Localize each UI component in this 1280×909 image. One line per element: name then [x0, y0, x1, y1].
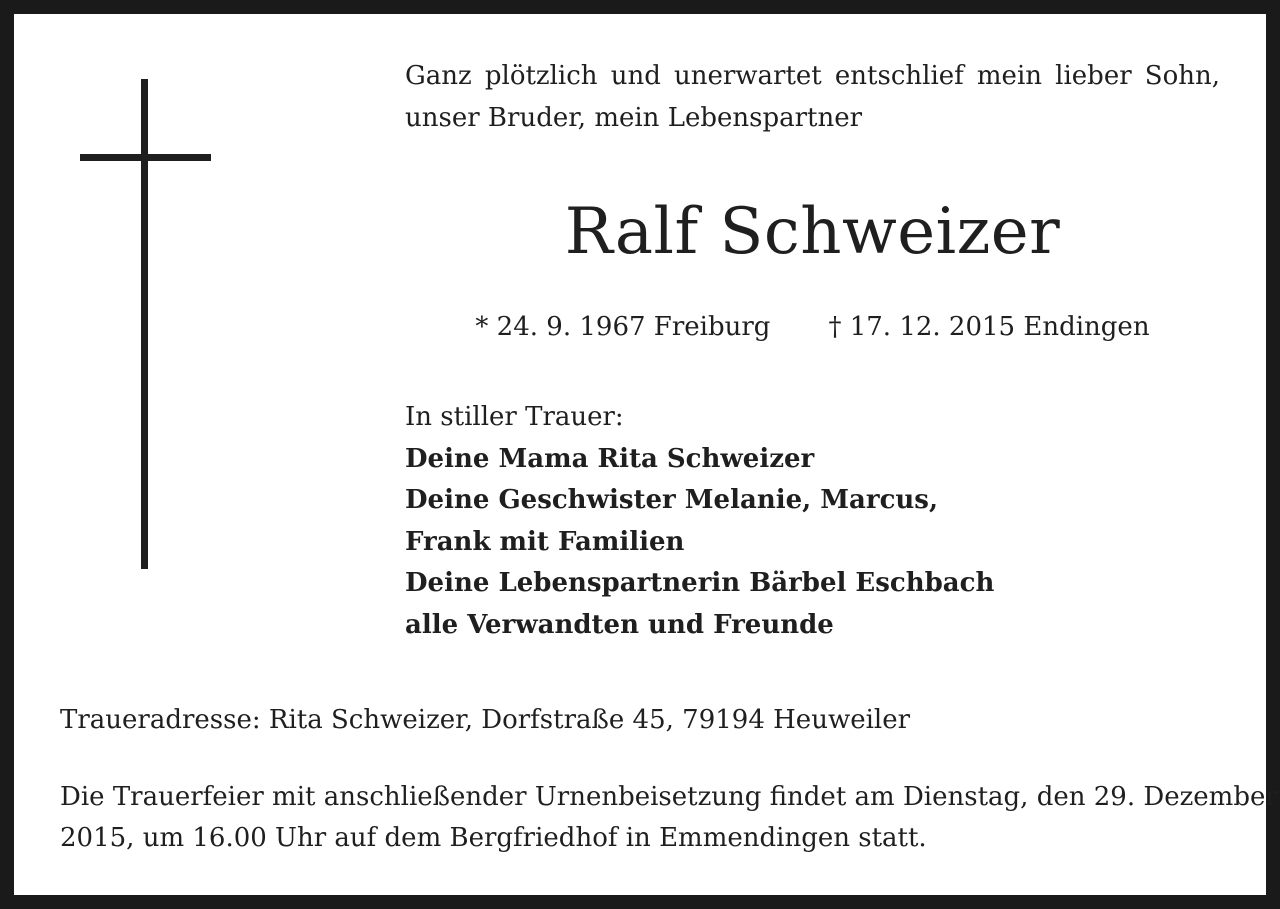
mourner-line: Deine Geschwister Melanie, Marcus,: [405, 485, 938, 515]
intro-line-2: unser Bruder, mein Lebenspartner: [405, 103, 863, 133]
mourner-line: Frank mit Familien: [405, 526, 685, 557]
death-date: † 17. 12. 2015 Endingen: [828, 312, 1150, 342]
intro-text: [405, 55, 1220, 139]
mourner-line: alle Verwandten und Freunde: [405, 609, 834, 640]
cross-vertical-bar: [141, 79, 148, 569]
mourning-lead: In stiller Trauer:: [405, 402, 624, 432]
intro-line-1: Ganz plötzlich und unerwartet entschlief mein lieber Sohn,: [405, 61, 1220, 91]
ceremony-info: [60, 777, 1278, 859]
mourning-address: Traueradresse: Rita Schweizer, Dorfstraße 45, 79194 Heuweiler: [60, 705, 911, 735]
mourner-line: Deine Lebenspartnerin Bärbel Eschbach: [405, 568, 995, 598]
birth-date: * 24. 9. 1967 Freiburg: [475, 312, 771, 342]
ceremony-line-2: 2015, um 16.00 Uhr auf dem Bergfriedhof in Emmendingen statt.: [60, 823, 927, 853]
cross-horizontal-bar: [80, 154, 211, 161]
mourners-block: [405, 397, 1220, 646]
deceased-name: Ralf Schweizer: [564, 195, 1061, 269]
life-dates: [405, 306, 1220, 348]
ceremony-line-1: Die Trauerfeier mit anschließender Urnenbeisetzung findet am Dienstag, den 29. Dezember: [60, 782, 1278, 812]
mourner-line: Deine Mama Rita Schweizer: [405, 443, 815, 474]
